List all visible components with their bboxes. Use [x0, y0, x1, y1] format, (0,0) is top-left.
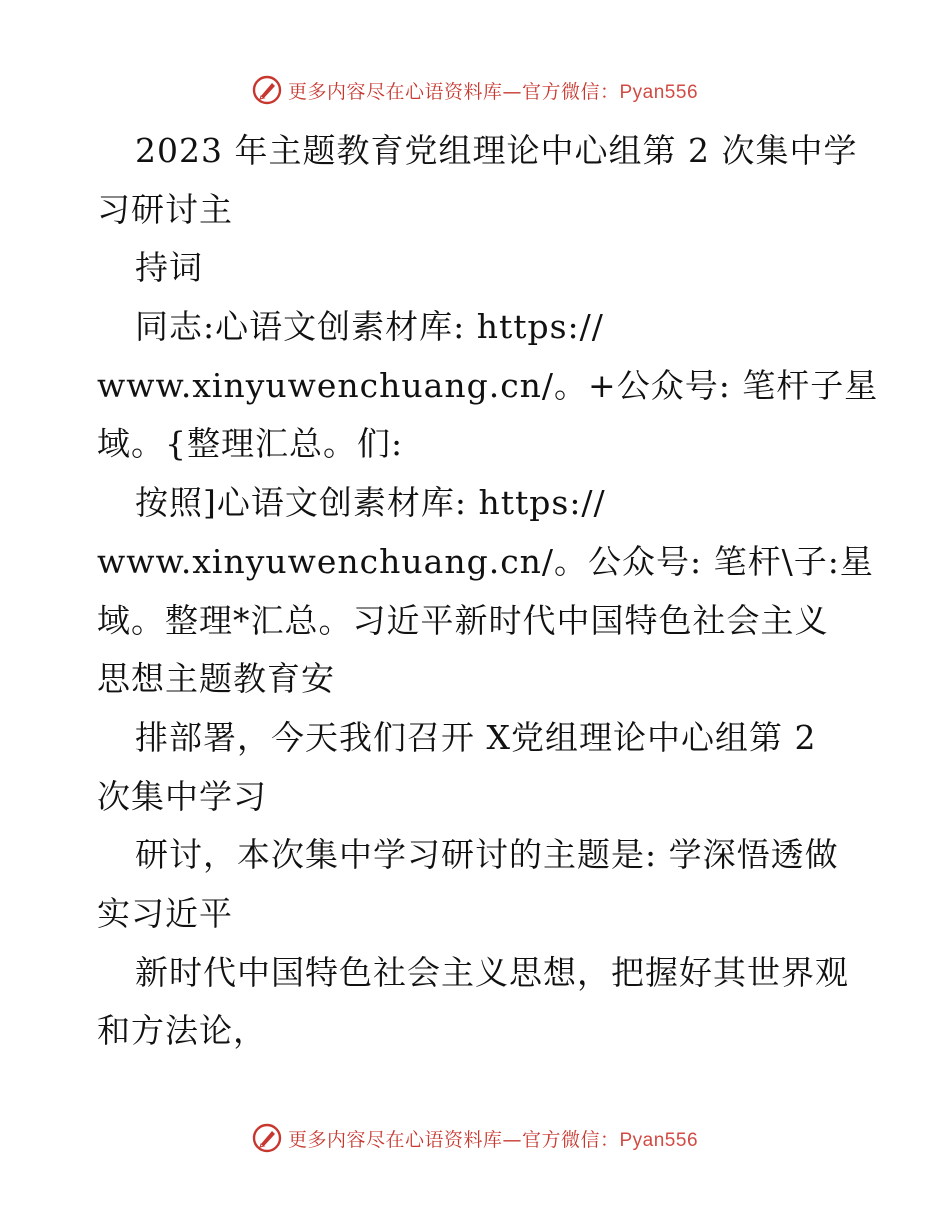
pen-logo-icon — [252, 1123, 282, 1153]
text-line: 域。整理*汇总。习近平新时代中国特色社会主义 — [97, 600, 829, 640]
document-body — [97, 122, 879, 1061]
banner-label: 官方微信： — [521, 1128, 620, 1151]
text-line: 域。{整理汇总。们: — [97, 424, 404, 464]
text-line: 2023 年主题教育党组理论中心组第 2 次集中学 — [135, 131, 858, 170]
banner-prefix: 更多内容尽在心语资料库 — [287, 80, 503, 103]
text-line: 按照]心语文创素材库: https:// — [135, 483, 606, 523]
text-line: 持词 — [135, 248, 203, 288]
banner-text — [288, 77, 698, 104]
text-line: 同志:心语文创素材库: https:// — [135, 307, 604, 347]
text-line: 新时代中国特色社会主义思想，把握好其世界观 — [135, 952, 849, 992]
text-line: 习研讨主 — [97, 189, 233, 229]
banner-wechat-id: Pyan556 — [619, 1129, 699, 1151]
banner-label: 官方微信： — [521, 80, 620, 103]
banner-separator: — — [502, 1128, 522, 1151]
banner-prefix: 更多内容尽在心语资料库 — [287, 1128, 503, 1151]
text-line: 次集中学习 — [97, 776, 267, 816]
text-line: www.xinyuwenchuang.cn/。公众号: 笔杆\子:星 — [97, 541, 874, 581]
banner-wechat-id: Pyan556 — [619, 81, 699, 103]
text-line: www.xinyuwenchuang.cn/。+公众号: 笔杆子星 — [97, 365, 879, 405]
text-line: 研讨，本次集中学习研讨的主题是: 学深悟透做 — [135, 835, 839, 875]
pen-logo-icon — [252, 75, 282, 105]
footer-banner — [0, 1118, 950, 1158]
banner-text — [288, 1125, 698, 1152]
banner-separator: — — [502, 80, 522, 103]
text-line: 和方法论， — [97, 1011, 267, 1051]
text-line: 思想主题教育安 — [97, 659, 335, 699]
header-banner — [0, 70, 950, 110]
text-line: 排部署，今天我们召开 X党组理论中心组第 2 — [135, 717, 817, 757]
text-line: 实习近平 — [97, 893, 233, 933]
